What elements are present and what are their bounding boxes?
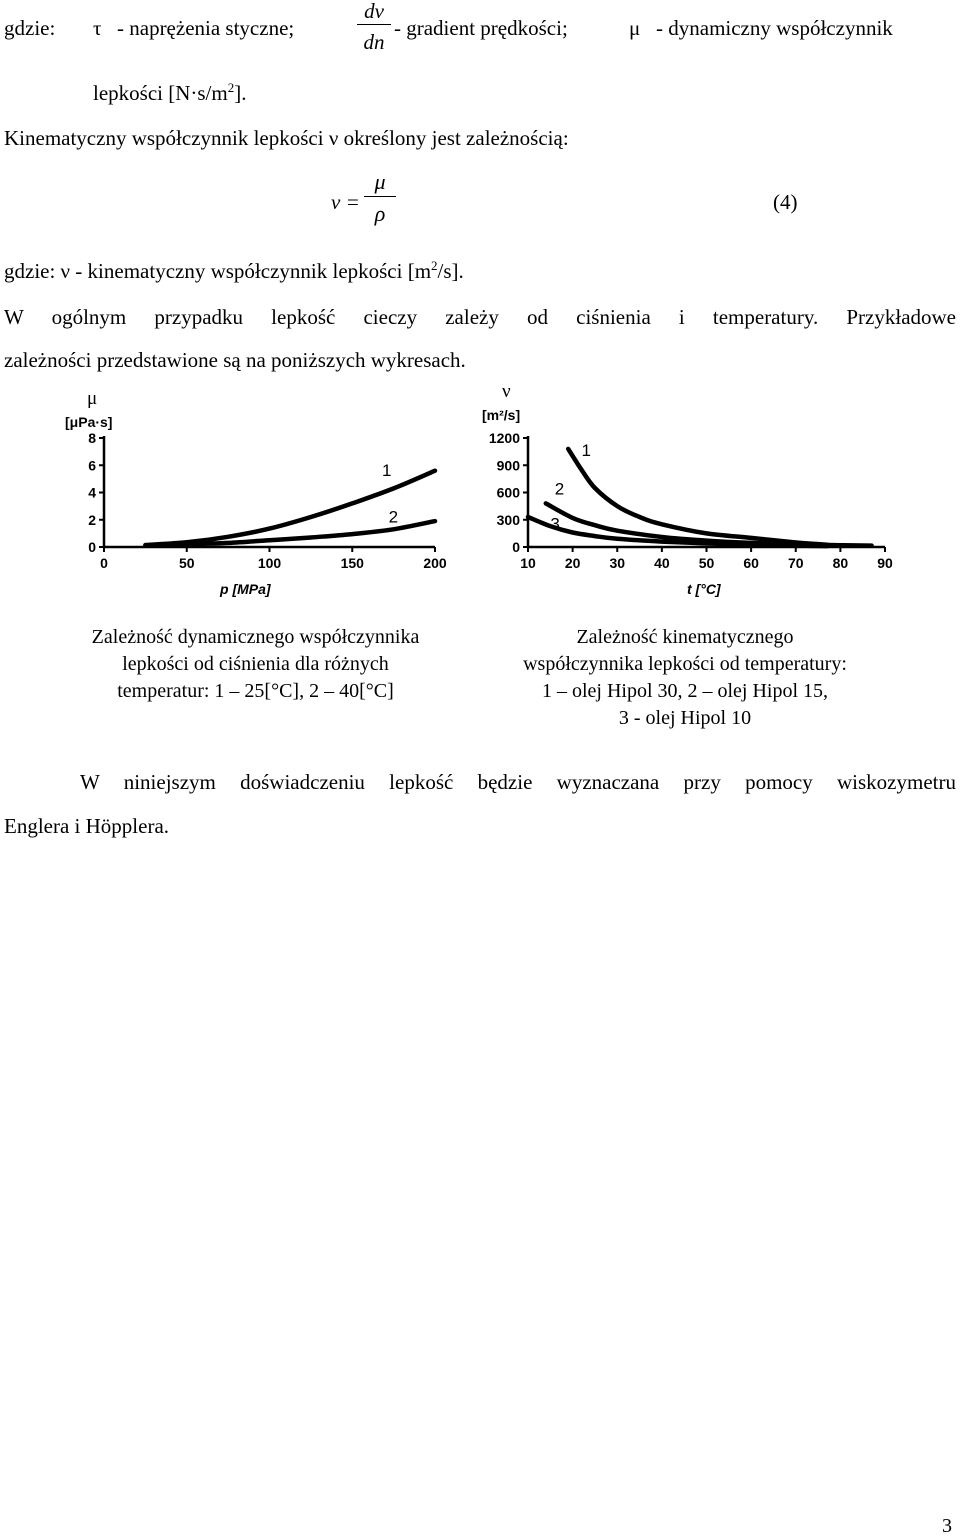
c2-y-tick-label: 600 <box>496 484 520 501</box>
c2-x-tick-label: 10 <box>520 555 536 571</box>
chart1-symbol: μ <box>87 388 98 409</box>
c2-x-tick-label: 70 <box>787 555 804 571</box>
unit-end: ]. <box>234 81 247 105</box>
unit-superscript: 2 <box>227 80 235 95</box>
nu-definition <box>4 258 464 284</box>
chart1-unit: [μPa·s] <box>65 414 113 430</box>
paragraph-1-line-2: zależności przedstawione są na poniższych wykresach. <box>4 348 466 372</box>
unit-text: lepkości [N·s/m <box>93 81 228 105</box>
chart1-caption-line: temperatur: 1 – 25[°C], 2 – 40[°C] <box>117 680 394 702</box>
gradient-description: - gradient prędkości; <box>394 16 568 40</box>
c2-x-tick-label: 60 <box>743 555 759 571</box>
tau-symbol: τ <box>93 16 102 40</box>
c1-y-tick-label: 8 <box>88 430 96 446</box>
c1-y-tick-label: 4 <box>88 484 96 501</box>
c2-x-tick-label: 20 <box>564 555 581 571</box>
c2-x-tick-label: 30 <box>609 555 626 571</box>
c2-series-1-label: 1 <box>581 441 592 461</box>
chart1-series <box>145 461 435 545</box>
c2-y-tick-label: 1200 <box>488 430 520 446</box>
fraction-denominator: dn <box>357 24 391 55</box>
c1-x-tick-label: 150 <box>340 555 364 571</box>
fraction-numerator: dv <box>364 0 384 23</box>
chart1-caption-line: lepkości od ciśnienia dla różnych <box>122 653 389 675</box>
c1-series-2-label: 2 <box>388 507 399 527</box>
mu-description: - dynamiczny współczynnik <box>656 16 893 40</box>
c2-x-tick-label: 40 <box>654 555 670 571</box>
chart2-unit: [m²/s] <box>482 407 521 423</box>
c2-y-tick-label: 900 <box>496 457 520 474</box>
chart2-caption <box>470 624 900 732</box>
chart2-ticks <box>489 430 893 571</box>
where-label: gdzie: <box>4 16 56 40</box>
chart2-caption-line: 3 - olej Hipol 10 <box>618 707 752 729</box>
nu-definition-text: gdzie: ν - kinematyczny współczynnik lepkości [m <box>4 259 432 283</box>
chart2-caption-line: współczynnika lepkości od temperatury: <box>523 653 847 675</box>
c2-x-tick-label: 80 <box>832 555 849 571</box>
c1-x-tick-label: 0 <box>100 555 108 571</box>
c2-series-2-label: 2 <box>554 479 565 499</box>
chart1-ticks <box>88 430 447 571</box>
chart2-xlabel: t [°C] <box>687 581 721 597</box>
formula-lhs: ν = <box>331 190 360 214</box>
c1-x-tick-label: 100 <box>257 555 282 571</box>
c2-series-2-line <box>546 503 872 545</box>
c1-series-1-label: 1 <box>382 461 392 481</box>
chart2-symbol: ν <box>502 381 511 402</box>
c1-y-tick-label: 6 <box>88 457 96 474</box>
c2-y-tick-label: 0 <box>512 539 520 555</box>
paragraph-1-line-1: W ogólnym przypadku lepkość cieczy zależy od ciśnienia i temperatury. Przykładowe <box>4 305 956 329</box>
chart2-caption-line: 1 – olej Hipol 30, 2 – olej Hipol 15, <box>541 680 829 702</box>
formula-number: (4) <box>773 190 798 214</box>
c2-x-tick-label: 50 <box>698 555 715 571</box>
chart1-caption-line: Zależność dynamicznego współczynnika <box>91 626 420 648</box>
kinematic-viscosity-chart <box>475 375 905 605</box>
paragraph-2-line-2: Englera i Höpplera. <box>4 814 170 838</box>
kinematic-intro: Kinematyczny współczynnik lepkości ν określony jest zależnością: <box>4 126 569 150</box>
c2-y-tick-label: 300 <box>496 511 520 528</box>
chart1-xlabel: p [MPa] <box>220 581 271 597</box>
chart2-caption-line: Zależność kinematycznego <box>576 626 794 648</box>
formula-denominator: ρ <box>364 196 396 228</box>
c1-x-tick-label: 200 <box>423 555 447 571</box>
paragraph-2-line-1: W niniejszym doświadczeniu lepkość będzie wyznaczana przy pomocy wiskozymetru <box>80 770 956 794</box>
viscosity-unit-line <box>93 80 246 106</box>
chart1-caption <box>38 624 473 705</box>
velocity-gradient-fraction <box>357 0 391 55</box>
tau-description: - naprężenia styczne; <box>117 16 295 40</box>
c1-y-tick-label: 2 <box>88 511 96 528</box>
formula-numerator: μ <box>374 169 386 194</box>
c1-x-tick-label: 50 <box>178 555 195 571</box>
dynamic-viscosity-chart <box>55 380 465 605</box>
c2-series-3-label: 3 <box>550 514 560 534</box>
c2-x-tick-label: 90 <box>877 555 893 571</box>
formula-fraction <box>364 168 396 228</box>
chart2-series <box>528 441 872 546</box>
nu-unit-superscript: 2 <box>431 258 438 273</box>
page-number: 3 <box>942 1515 952 1537</box>
nu-unit-end: /s]. <box>437 259 464 283</box>
mu-symbol: μ <box>629 16 641 40</box>
c1-y-tick-label: 0 <box>88 539 96 555</box>
